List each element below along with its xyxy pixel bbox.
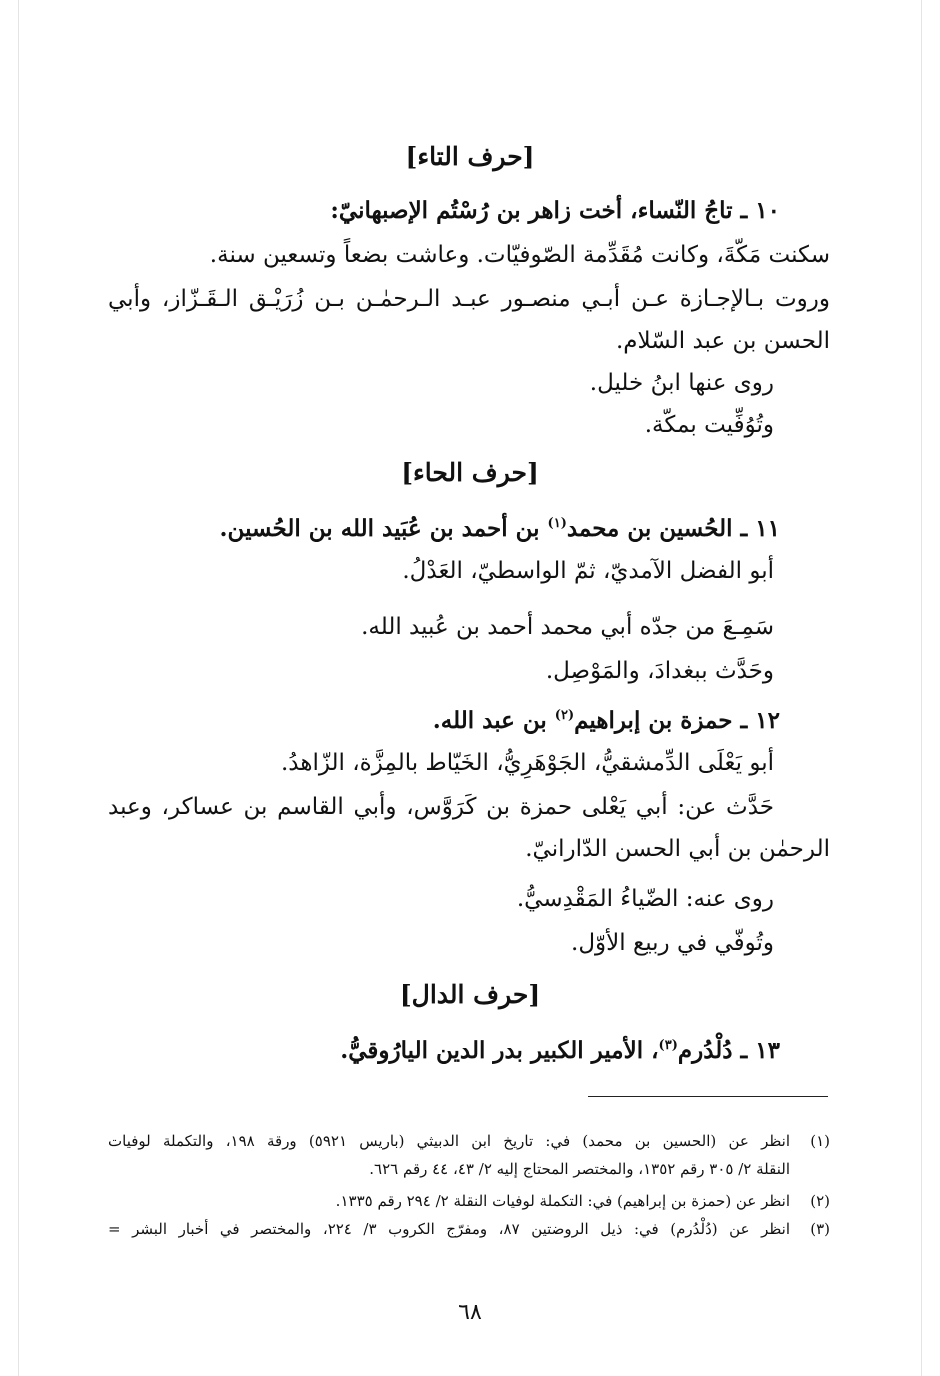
footnote-1-line: النقلة ٢/ ٣٠٥ رقم ١٣٥٢، والمختصر المحتاج إليه ٢/ ٤٣، ٤٤ رقم ٦٢٦.: [369, 1160, 790, 1178]
entry-12-line: وتُوفّي في ربيع الأوّل.: [571, 930, 774, 956]
entry-11-title: [220, 514, 780, 544]
entry-11-line: وحَدَّث ببغدادَ، والمَوْصِل.: [545, 658, 774, 684]
entry-10-line: الحسن بن عبد السّلام.: [615, 328, 830, 354]
footnote-ref-3[interactable]: (٣): [658, 1038, 678, 1053]
entry-12-line: حَدَّث عن: أبي يَعْلى حمزة بن كَرَوَّس، وأبي القاسم بن عساكر، وعبد: [108, 794, 774, 820]
entry-13-title-a: ١٣ ـ دُلْدُرم: [677, 1037, 780, 1064]
footnote-1-line: انظر عن (الحسين بن محمد) في: تاريخ ابن الدبيثي (باريس ٥٩٢١) ورقة ١٩٨، والتكملة لوفيات: [108, 1132, 791, 1150]
entry-11-title-a: ١١ ـ الحُسين بن محمد: [566, 515, 780, 542]
footnote-2-line: انظر عن (حمزة بن إبراهيم) في: التكملة لوفيات النقلة ٢/ ٢٩٤ رقم ١٣٣٥.: [335, 1192, 790, 1210]
entry-10-line: وروت بـالإجـازة عـن أبـي منصـور عبـد الـرحمٰـن بـن زُرَيْـق الـقَـزّاز، وأبي: [108, 286, 830, 312]
entry-12-title-a: ١٢ ـ حمزة بن إبراهيم: [574, 707, 780, 734]
section-heading-haa: [حرف الحاء]: [401, 458, 539, 487]
entry-12-title-b: بن عبد الله.: [432, 707, 555, 734]
entry-12-line: أبو يَعْلَى الدِّمشقيُّ، الجَوْهَرِيُّ، الخَيّاط بالمِزَّة، الزّاهدُ.: [280, 750, 774, 776]
entry-11-line: سَمِـعَ من جدّه أبي محمد أحمد بن عُبيد الله.: [361, 614, 774, 640]
footnote-3-line: انظر عن (دُلْدُرم) في: ذيل الروضتين ٨٧، ومفرّج الكروب ٣/ ٢٢٤، والمختصر في أخبار البشر =: [108, 1220, 790, 1238]
footnote-divider: [588, 1096, 828, 1097]
entry-11-title-b: بن أحمد بن عُبَيد الله بن الحُسين.: [219, 515, 548, 542]
entry-12-title: [433, 706, 780, 736]
footnote-1-number: (١): [810, 1132, 830, 1150]
section-heading-taa: [حرف التاء]: [405, 142, 535, 171]
entry-12-line: روى عنه: الضّياءُ المَقْدِسيُّ.: [516, 886, 774, 912]
section-heading-dal: [حرف الدال]: [399, 980, 541, 1009]
page-edge-left: [18, 0, 19, 1376]
entry-12-line: الرحمٰن بن أبي الحسن الدّارانيّ.: [525, 836, 830, 862]
footnote-2-number: (٢): [810, 1192, 830, 1210]
footnote-3-number: (٣): [810, 1220, 830, 1238]
entry-13-title-b: ، الأمير الكبير بدر الدين اليارُوقيُّ.: [340, 1037, 659, 1064]
footnote-ref-2[interactable]: (٢): [554, 708, 575, 723]
entry-10-line: روى عنها ابنُ خليل.: [589, 370, 774, 396]
page-number: ٦٨: [458, 1300, 482, 1325]
page-edge-right: [921, 0, 922, 1376]
footnote-ref-1[interactable]: (١): [547, 516, 567, 531]
entry-10-line: سكنت مَكّةَ، وكانت مُقَدِّمة الصّوفيّات. وعاشت بضعاً وتسعين سنة.: [209, 242, 830, 268]
entry-13-title: [340, 1036, 780, 1066]
entry-10-line: وتُوُفِّيت بمكّة.: [644, 412, 774, 438]
entry-10-title: ١٠ ـ تاجُ النّساء، أخت زاهر بن رُسْتُم الإصبهانيّ:: [330, 197, 780, 224]
entry-11-line: أبو الفضل الآمديّ، ثمّ الواسطيّ، العَدْلُ.: [402, 558, 774, 584]
